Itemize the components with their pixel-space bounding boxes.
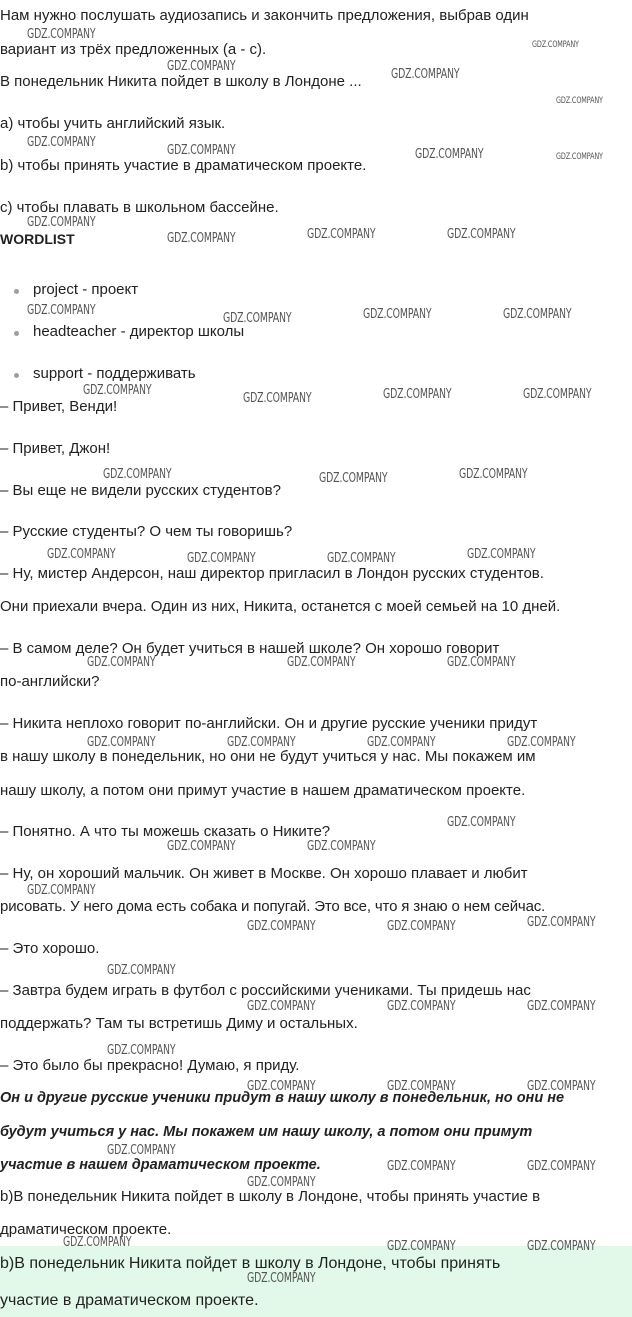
watermark: GDZ.COMPANY — [527, 1159, 596, 1174]
quote-segment: они не — [516, 1090, 565, 1106]
final-answer-line-2: участие в драматическом проекте. — [0, 1292, 259, 1309]
intro-line-1: Нам нужно послушать аудиозапись и закончить предложения, выбрав один — [0, 7, 529, 24]
watermark: GDZ.COMPANY — [415, 147, 484, 162]
dialogue-line: в нашу школу в понедельник, но они не будут учиться у нас. Мы покажем им — [0, 748, 536, 765]
dialogue-line: – Завтра будем играть в футбол с российскими учениками. Ты придешь нас — [0, 982, 531, 999]
quote-segment: Мы покажем им нашу школу, а — [159, 1124, 390, 1140]
watermark: GDZ.COMPANY — [527, 1239, 596, 1254]
watermark: GDZ.COMPANY — [447, 815, 516, 830]
dialogue-line: – Это было бы прекрасно! Думаю, я приду. — [0, 1057, 300, 1074]
wordlist-heading: WORDLIST — [0, 231, 75, 247]
watermark: GDZ.COMPANY — [167, 839, 236, 854]
watermark: GDZ.COMPANY — [27, 135, 96, 150]
watermark: GDZ.COMPANY — [247, 1271, 316, 1286]
dialogue-line: – Ну, он хороший мальчик. Он живет в Москве. Он хорошо плавает и любит — [0, 865, 528, 882]
watermark: GDZ.COMPANY — [103, 467, 172, 482]
watermark: GDZ.COMPANY — [247, 1079, 316, 1094]
dialogue-line: нашу школу, а потом они примут участие в нашем драматическом проекте. — [0, 782, 526, 799]
watermark: GDZ.COMPANY — [27, 215, 96, 230]
watermark: GDZ.COMPANY — [527, 1079, 596, 1094]
task-sentence: В понедельник Никита пойдет в школу в Лондоне ... — [0, 73, 362, 90]
option-b: b) чтобы принять участие в драматическом проекте. — [0, 157, 367, 174]
watermark: GDZ.COMPANY — [167, 59, 236, 74]
watermark: GDZ.COMPANY — [307, 227, 376, 242]
watermark: GDZ.COMPANY — [27, 27, 96, 42]
watermark: GDZ.COMPANY — [387, 1079, 456, 1094]
bullet-icon — [14, 331, 19, 336]
answer-line-1: b)В понедельник Никита пойдет в школу в Лондоне, чтобы принять участие в — [0, 1188, 541, 1205]
watermark: GDZ.COMPANY — [507, 735, 576, 750]
watermark: GDZ.COMPANY — [383, 387, 452, 402]
watermark: GDZ.COMPANY — [47, 547, 116, 562]
option-a: a) чтобы учить английский язык. — [0, 115, 226, 132]
quote-line-2 — [0, 1124, 532, 1140]
intro-line-2: вариант из трёх предложенных (а - с). — [0, 41, 267, 58]
dialogue-line: – Это хорошо. — [0, 940, 100, 957]
watermark: GDZ.COMPANY — [532, 40, 579, 50]
quote-segment: будут учиться у нас. — [0, 1124, 160, 1140]
watermark: GDZ.COMPANY — [387, 919, 456, 934]
watermark: GDZ.COMPANY — [447, 227, 516, 242]
dialogue-line: – Понятно. А что ты можешь сказать о Никите? — [0, 823, 331, 840]
watermark: GDZ.COMPANY — [107, 1043, 176, 1058]
dialogue-line: – В самом деле? Он будет учиться в нашей школе? Он хорошо говорит — [0, 640, 500, 657]
bullet-icon — [14, 373, 19, 378]
watermark: GDZ.COMPANY — [247, 1175, 316, 1190]
watermark: GDZ.COMPANY — [387, 1239, 456, 1254]
dialogue-line: – Привет, Венди! — [0, 398, 118, 415]
watermark: GDZ.COMPANY — [27, 883, 96, 898]
watermark: GDZ.COMPANY — [83, 383, 152, 398]
watermark: GDZ.COMPANY — [27, 303, 96, 318]
dialogue-line: поддержать? Там ты встретишь Диму и остальных. — [0, 1015, 358, 1032]
watermark: GDZ.COMPANY — [167, 143, 236, 158]
watermark: GDZ.COMPANY — [247, 919, 316, 934]
watermark: GDZ.COMPANY — [556, 152, 603, 162]
dialogue-line: – Привет, Джон! — [0, 440, 111, 457]
dialogue-line: по-английски? — [0, 673, 100, 690]
watermark: GDZ.COMPANY — [459, 467, 528, 482]
watermark: GDZ.COMPANY — [247, 999, 316, 1014]
watermark: GDZ.COMPANY — [87, 735, 156, 750]
watermark: GDZ.COMPANY — [87, 655, 156, 670]
watermark: GDZ.COMPANY — [391, 67, 460, 82]
wordlist-item: support - поддерживать — [33, 365, 196, 382]
watermark: GDZ.COMPANY — [287, 655, 356, 670]
dialogue-line: – Никита неплохо говорит по-английски. Он и другие русские ученики придут — [0, 715, 538, 732]
dialogue-line: – Русские студенты? О чем ты говоришь? — [0, 523, 293, 540]
watermark: GDZ.COMPANY — [107, 963, 176, 978]
answer-line-2: драматическом проекте. — [0, 1221, 172, 1238]
quote-segment: Он и другие русские ученики придут в нашу школу в понедельник, но — [0, 1090, 517, 1106]
watermark: GDZ.COMPANY — [387, 999, 456, 1014]
watermark: GDZ.COMPANY — [523, 387, 592, 402]
watermark: GDZ.COMPANY — [107, 1143, 176, 1158]
dialogue-line: – Вы еще не видели русских студентов? — [0, 482, 281, 499]
quote-line-3: участие в нашем драматическом проекте. — [0, 1157, 321, 1173]
wordlist-item: project - проект — [33, 281, 139, 298]
dialogue-line: рисовать. У него дома есть собака и попугай. Это все, что я знаю о нем сейчас. — [0, 898, 546, 915]
watermark: GDZ.COMPANY — [556, 96, 603, 106]
dialogue-line: – Ну, мистер Андерсон, наш директор пригласил в Лондон русских студентов. — [0, 565, 544, 582]
option-c: c) чтобы плавать в школьном бассейне. — [0, 199, 279, 216]
watermark: GDZ.COMPANY — [223, 311, 292, 326]
watermark: GDZ.COMPANY — [307, 839, 376, 854]
watermark: GDZ.COMPANY — [527, 915, 596, 930]
watermark: GDZ.COMPANY — [503, 307, 572, 322]
watermark: GDZ.COMPANY — [227, 735, 296, 750]
watermark: GDZ.COMPANY — [187, 551, 256, 566]
final-answer-line-1: b)В понедельник Никита пойдет в школу в Лондоне, чтобы принять — [0, 1255, 501, 1272]
watermark: GDZ.COMPANY — [63, 1235, 132, 1250]
dialogue-line: Они приехали вчера. Один из них, Никита, останется с моей семьей на 10 дней. — [0, 598, 561, 615]
bullet-icon — [14, 289, 19, 294]
watermark: GDZ.COMPANY — [467, 547, 536, 562]
quote-segment: потом они примут — [389, 1124, 533, 1140]
watermark: GDZ.COMPANY — [327, 551, 396, 566]
watermark: GDZ.COMPANY — [319, 471, 388, 486]
wordlist-item: headteacher - директор школы — [33, 323, 245, 340]
watermark: GDZ.COMPANY — [387, 1159, 456, 1174]
watermark: GDZ.COMPANY — [363, 307, 432, 322]
watermark: GDZ.COMPANY — [243, 391, 312, 406]
watermark: GDZ.COMPANY — [527, 999, 596, 1014]
watermark: GDZ.COMPANY — [447, 655, 516, 670]
watermark: GDZ.COMPANY — [167, 231, 236, 246]
watermark: GDZ.COMPANY — [367, 735, 436, 750]
